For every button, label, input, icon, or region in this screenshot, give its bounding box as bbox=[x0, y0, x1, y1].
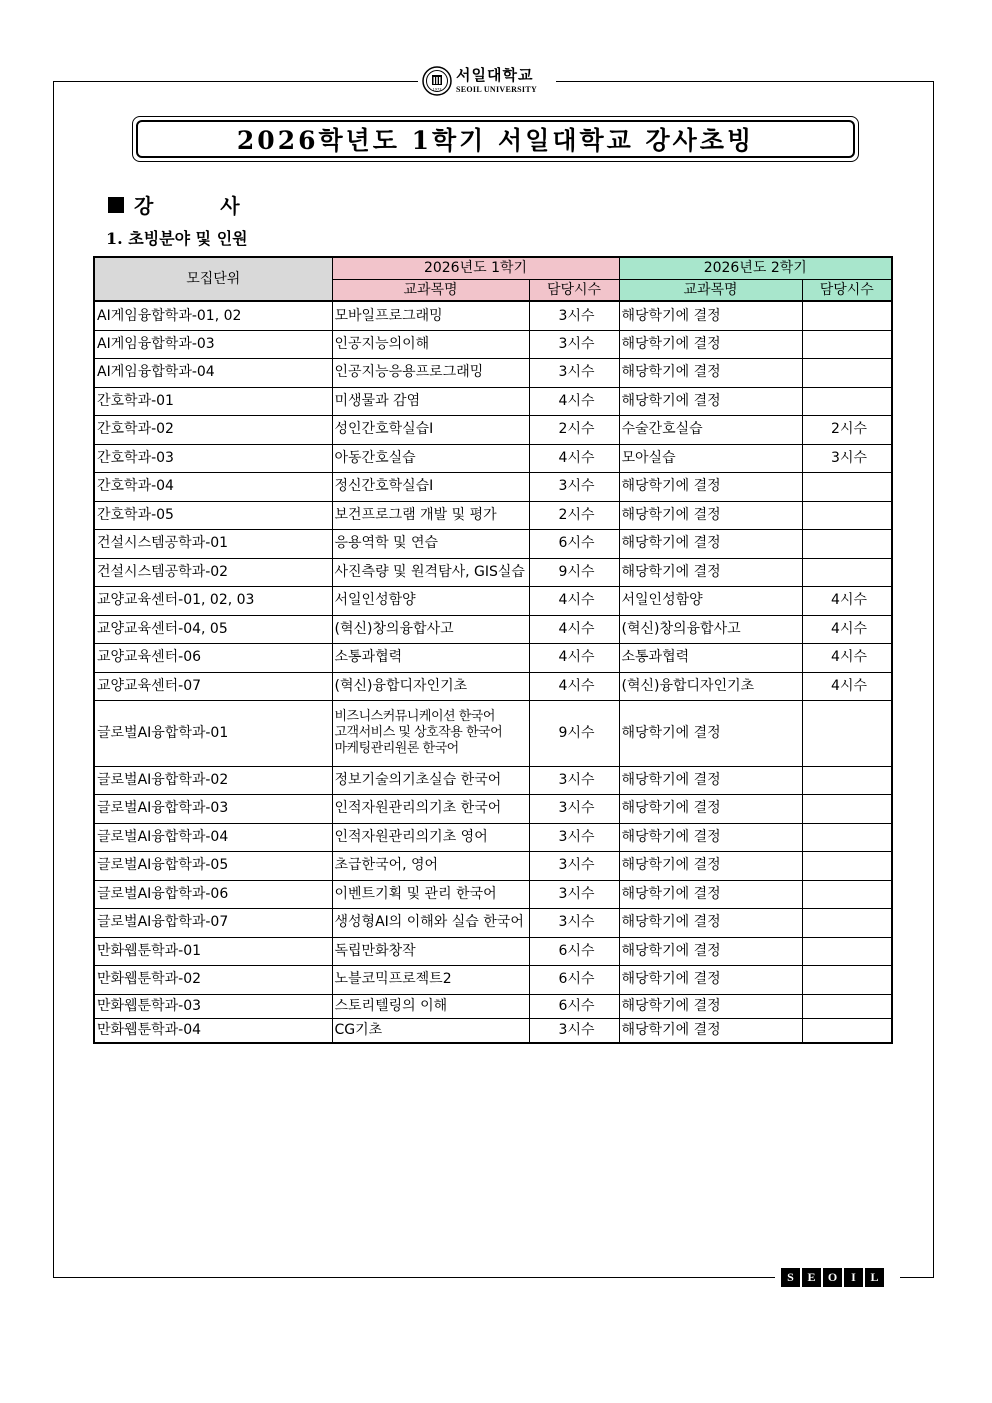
cell-s1-course: 정보기술의기초실습 한국어 bbox=[332, 766, 529, 794]
cell-s2-course: 해당학기에 결정 bbox=[619, 766, 802, 794]
cell-s1-course: 인공지능의이해 bbox=[332, 330, 529, 358]
table-row bbox=[94, 823, 892, 851]
cell-unit: 만화웹툰학과-02 bbox=[94, 965, 332, 994]
cell-s1-course: 아동간호실습 bbox=[332, 444, 529, 472]
cell-s1-course: 소통과협력 bbox=[332, 643, 529, 672]
header-s2-hours: 담당시수 bbox=[802, 279, 892, 301]
cell-s1-course: 사진측량 및 원격탐사, GIS실습 bbox=[332, 558, 529, 586]
cell-s1-course: 보건프로그램 개발 및 평가 bbox=[332, 501, 529, 529]
table-row bbox=[94, 766, 892, 794]
cell-unit: 만화웹툰학과-03 bbox=[94, 994, 332, 1018]
cell-s1-hours: 2시수 bbox=[529, 415, 619, 444]
table-row bbox=[94, 880, 892, 908]
cell-s2-hours bbox=[802, 387, 892, 415]
cell-unit: AI게임융합학과-01, 02 bbox=[94, 301, 332, 330]
recruitment-table bbox=[93, 256, 893, 1044]
university-logo bbox=[418, 62, 556, 100]
section-heading bbox=[108, 190, 270, 219]
cell-s1-hours: 9시수 bbox=[529, 700, 619, 766]
cell-s1-hours: 3시수 bbox=[529, 1018, 619, 1043]
cell-s2-hours bbox=[802, 766, 892, 794]
seoil-footer-badge bbox=[781, 1268, 884, 1287]
cell-s2-course: 해당학기에 결정 bbox=[619, 1018, 802, 1043]
cell-s2-hours bbox=[802, 558, 892, 586]
cell-unit: 건설시스템공학과-02 bbox=[94, 558, 332, 586]
cell-s2-course: 해당학기에 결정 bbox=[619, 387, 802, 415]
cell-s1-course: 스토리텔링의 이해 bbox=[332, 994, 529, 1018]
table-row bbox=[94, 794, 892, 823]
cell-unit: 교양교육센터-07 bbox=[94, 672, 332, 700]
cell-s1-hours: 4시수 bbox=[529, 643, 619, 672]
cell-s2-course: 해당학기에 결정 bbox=[619, 558, 802, 586]
cell-s1-course: CG기초 bbox=[332, 1018, 529, 1043]
cell-unit: 간호학과-01 bbox=[94, 387, 332, 415]
cell-s1-hours: 3시수 bbox=[529, 766, 619, 794]
table-row bbox=[94, 1018, 892, 1043]
cell-s2-hours: 4시수 bbox=[802, 586, 892, 615]
cell-s2-course: 해당학기에 결정 bbox=[619, 994, 802, 1018]
university-seal-icon bbox=[422, 66, 452, 96]
cell-s1-hours: 3시수 bbox=[529, 823, 619, 851]
cell-s2-hours bbox=[802, 472, 892, 501]
cell-s1-hours: 4시수 bbox=[529, 444, 619, 472]
cell-s2-hours bbox=[802, 851, 892, 880]
cell-unit: AI게임융합학과-04 bbox=[94, 358, 332, 387]
cell-s1-hours: 6시수 bbox=[529, 529, 619, 558]
cell-unit: 글로벌AI융합학과-07 bbox=[94, 908, 332, 937]
brand-letter: L bbox=[865, 1268, 884, 1287]
header-semester-1: 2026년도 1학기 bbox=[332, 257, 619, 279]
table-row bbox=[94, 558, 892, 586]
table-row bbox=[94, 672, 892, 700]
cell-s2-hours: 4시수 bbox=[802, 615, 892, 643]
table-row bbox=[94, 937, 892, 965]
cell-s2-course: 해당학기에 결정 bbox=[619, 301, 802, 330]
cell-s2-hours bbox=[802, 994, 892, 1018]
cell-s1-hours: 3시수 bbox=[529, 908, 619, 937]
cell-s1-hours: 3시수 bbox=[529, 880, 619, 908]
cell-s2-course: 해당학기에 결정 bbox=[619, 358, 802, 387]
cell-s2-course: 해당학기에 결정 bbox=[619, 908, 802, 937]
cell-s1-course: 인적자원관리의기초 한국어 bbox=[332, 794, 529, 823]
header-unit: 모집단위 bbox=[94, 257, 332, 301]
bottom-rule-right bbox=[900, 1277, 934, 1278]
cell-s1-course: (혁신)창의융합사고 bbox=[332, 615, 529, 643]
cell-s2-hours: 3시수 bbox=[802, 444, 892, 472]
table-row bbox=[94, 472, 892, 501]
logo-korean-name: 서일대학교 bbox=[456, 66, 534, 84]
cell-s1-course: 초급한국어, 영어 bbox=[332, 851, 529, 880]
cell-s1-hours: 4시수 bbox=[529, 586, 619, 615]
cell-s1-hours: 3시수 bbox=[529, 301, 619, 330]
table-row bbox=[94, 700, 892, 766]
cell-s1-hours: 9시수 bbox=[529, 558, 619, 586]
cell-s2-hours bbox=[802, 794, 892, 823]
section-label: 강 사 bbox=[134, 194, 270, 218]
cell-s1-course: 이벤트기획 및 관리 한국어 bbox=[332, 880, 529, 908]
cell-s2-hours: 2시수 bbox=[802, 415, 892, 444]
cell-s1-hours: 4시수 bbox=[529, 387, 619, 415]
cell-s2-course: 해당학기에 결정 bbox=[619, 330, 802, 358]
cell-s2-hours bbox=[802, 529, 892, 558]
cell-s2-hours bbox=[802, 330, 892, 358]
cell-s2-course: 서일인성함양 bbox=[619, 586, 802, 615]
cell-s1-course: 인적자원관리의기초 영어 bbox=[332, 823, 529, 851]
cell-unit: 교양교육센터-01, 02, 03 bbox=[94, 586, 332, 615]
cell-s1-course: 생성형AI의 이해와 실습 한국어 bbox=[332, 908, 529, 937]
table-row bbox=[94, 358, 892, 387]
brand-letter: E bbox=[802, 1268, 821, 1287]
cell-s2-course: 해당학기에 결정 bbox=[619, 880, 802, 908]
cell-s1-hours: 3시수 bbox=[529, 472, 619, 501]
header-s1-course: 교과목명 bbox=[332, 279, 529, 301]
cell-unit: 간호학과-05 bbox=[94, 501, 332, 529]
cell-unit: 만화웹툰학과-01 bbox=[94, 937, 332, 965]
cell-s2-hours bbox=[802, 908, 892, 937]
cell-s2-course: 수술간호실습 bbox=[619, 415, 802, 444]
square-bullet-icon bbox=[108, 197, 124, 213]
table-row bbox=[94, 444, 892, 472]
cell-s2-hours bbox=[802, 823, 892, 851]
cell-s2-hours: 4시수 bbox=[802, 643, 892, 672]
table-row bbox=[94, 586, 892, 615]
cell-s2-course: (혁신)창의융합사고 bbox=[619, 615, 802, 643]
title-box bbox=[132, 116, 859, 162]
header-s2-course: 교과목명 bbox=[619, 279, 802, 301]
cell-unit: 글로벌AI융합학과-02 bbox=[94, 766, 332, 794]
cell-s1-hours: 3시수 bbox=[529, 330, 619, 358]
cell-s2-hours bbox=[802, 301, 892, 330]
cell-unit: 간호학과-03 bbox=[94, 444, 332, 472]
cell-s1-hours: 3시수 bbox=[529, 851, 619, 880]
cell-s1-course: 독립만화창작 bbox=[332, 937, 529, 965]
cell-s2-hours bbox=[802, 880, 892, 908]
cell-s2-course: 해당학기에 결정 bbox=[619, 851, 802, 880]
table-row bbox=[94, 643, 892, 672]
course-line: 고객서비스 및 상호작용 한국어 bbox=[334, 724, 503, 740]
cell-s2-course: 해당학기에 결정 bbox=[619, 794, 802, 823]
cell-s2-course: 해당학기에 결정 bbox=[619, 965, 802, 994]
cell-s1-course: 정신간호학실습Ⅰ bbox=[332, 472, 529, 501]
header-s1-hours: 담당시수 bbox=[529, 279, 619, 301]
table-row bbox=[94, 415, 892, 444]
table-row bbox=[94, 994, 892, 1018]
cell-s2-hours bbox=[802, 501, 892, 529]
cell-s2-hours bbox=[802, 358, 892, 387]
course-line: 비즈니스커뮤니케이션 한국어 bbox=[334, 708, 495, 724]
cell-s2-hours: 4시수 bbox=[802, 672, 892, 700]
cell-s2-hours bbox=[802, 1018, 892, 1043]
cell-s1-course: 모바일프로그래밍 bbox=[332, 301, 529, 330]
cell-s1-course: 미생물과 감염 bbox=[332, 387, 529, 415]
table-row bbox=[94, 908, 892, 937]
header-semester-2: 2026년도 2학기 bbox=[619, 257, 892, 279]
table-row bbox=[94, 615, 892, 643]
table-row bbox=[94, 851, 892, 880]
table-row bbox=[94, 387, 892, 415]
cell-s1-course bbox=[332, 700, 529, 766]
brand-letter: S bbox=[781, 1268, 800, 1287]
cell-unit: 간호학과-02 bbox=[94, 415, 332, 444]
cell-s1-hours: 3시수 bbox=[529, 358, 619, 387]
cell-s2-hours bbox=[802, 937, 892, 965]
cell-s1-course: 인공지능응용프로그래밍 bbox=[332, 358, 529, 387]
cell-unit: 간호학과-04 bbox=[94, 472, 332, 501]
cell-s2-course: 해당학기에 결정 bbox=[619, 937, 802, 965]
cell-unit: 글로벌AI융합학과-06 bbox=[94, 880, 332, 908]
cell-unit: 건설시스템공학과-01 bbox=[94, 529, 332, 558]
brand-letter: I bbox=[844, 1268, 863, 1287]
cell-s1-course: 노블코믹프로젝트2 bbox=[332, 965, 529, 994]
cell-s2-course: 모아실습 bbox=[619, 444, 802, 472]
cell-s1-course: 응용역학 및 연습 bbox=[332, 529, 529, 558]
cell-s2-course: 해당학기에 결정 bbox=[619, 700, 802, 766]
subsection-heading: 1. 초빙분야 및 인원 bbox=[106, 229, 248, 248]
cell-s1-hours: 6시수 bbox=[529, 994, 619, 1018]
cell-s2-hours bbox=[802, 700, 892, 766]
cell-s1-hours: 6시수 bbox=[529, 965, 619, 994]
cell-s1-hours: 4시수 bbox=[529, 615, 619, 643]
table-row bbox=[94, 301, 892, 330]
course-line: 마케팅관리원론 한국어 bbox=[334, 741, 459, 757]
cell-s2-course: 해당학기에 결정 bbox=[619, 529, 802, 558]
cell-unit: 교양교육센터-06 bbox=[94, 643, 332, 672]
cell-s2-course: 해당학기에 결정 bbox=[619, 472, 802, 501]
cell-s1-course: 성인간호학실습Ⅰ bbox=[332, 415, 529, 444]
cell-s1-course: 서일인성함양 bbox=[332, 586, 529, 615]
cell-unit: 글로벌AI융합학과-01 bbox=[94, 700, 332, 766]
cell-s2-course: 해당학기에 결정 bbox=[619, 501, 802, 529]
brand-letter: O bbox=[823, 1268, 842, 1287]
cell-unit: 글로벌AI융합학과-05 bbox=[94, 851, 332, 880]
page-title: 2026학년도 1학기 서일대학교 강사초빙 bbox=[236, 126, 755, 155]
cell-unit: 글로벌AI융합학과-04 bbox=[94, 823, 332, 851]
cell-s2-course: 해당학기에 결정 bbox=[619, 823, 802, 851]
cell-s1-hours: 4시수 bbox=[529, 672, 619, 700]
table-row bbox=[94, 330, 892, 358]
table-row bbox=[94, 501, 892, 529]
logo-english-name: SEOIL UNIVERSITY bbox=[456, 85, 538, 94]
seal-year: 1973 bbox=[432, 87, 442, 92]
cell-s1-course: (혁신)융합디자인기초 bbox=[332, 672, 529, 700]
cell-unit: 글로벌AI융합학과-03 bbox=[94, 794, 332, 823]
table-row bbox=[94, 965, 892, 994]
cell-unit: 만화웹툰학과-04 bbox=[94, 1018, 332, 1043]
cell-s1-hours: 3시수 bbox=[529, 794, 619, 823]
bottom-rule bbox=[53, 1277, 775, 1278]
cell-s2-course: (혁신)융합디자인기초 bbox=[619, 672, 802, 700]
cell-unit: 교양교육센터-04, 05 bbox=[94, 615, 332, 643]
cell-s2-course: 소통과협력 bbox=[619, 643, 802, 672]
cell-s2-hours bbox=[802, 965, 892, 994]
table-row bbox=[94, 529, 892, 558]
cell-s1-hours: 6시수 bbox=[529, 937, 619, 965]
cell-unit: AI게임융합학과-03 bbox=[94, 330, 332, 358]
cell-s1-hours: 2시수 bbox=[529, 501, 619, 529]
